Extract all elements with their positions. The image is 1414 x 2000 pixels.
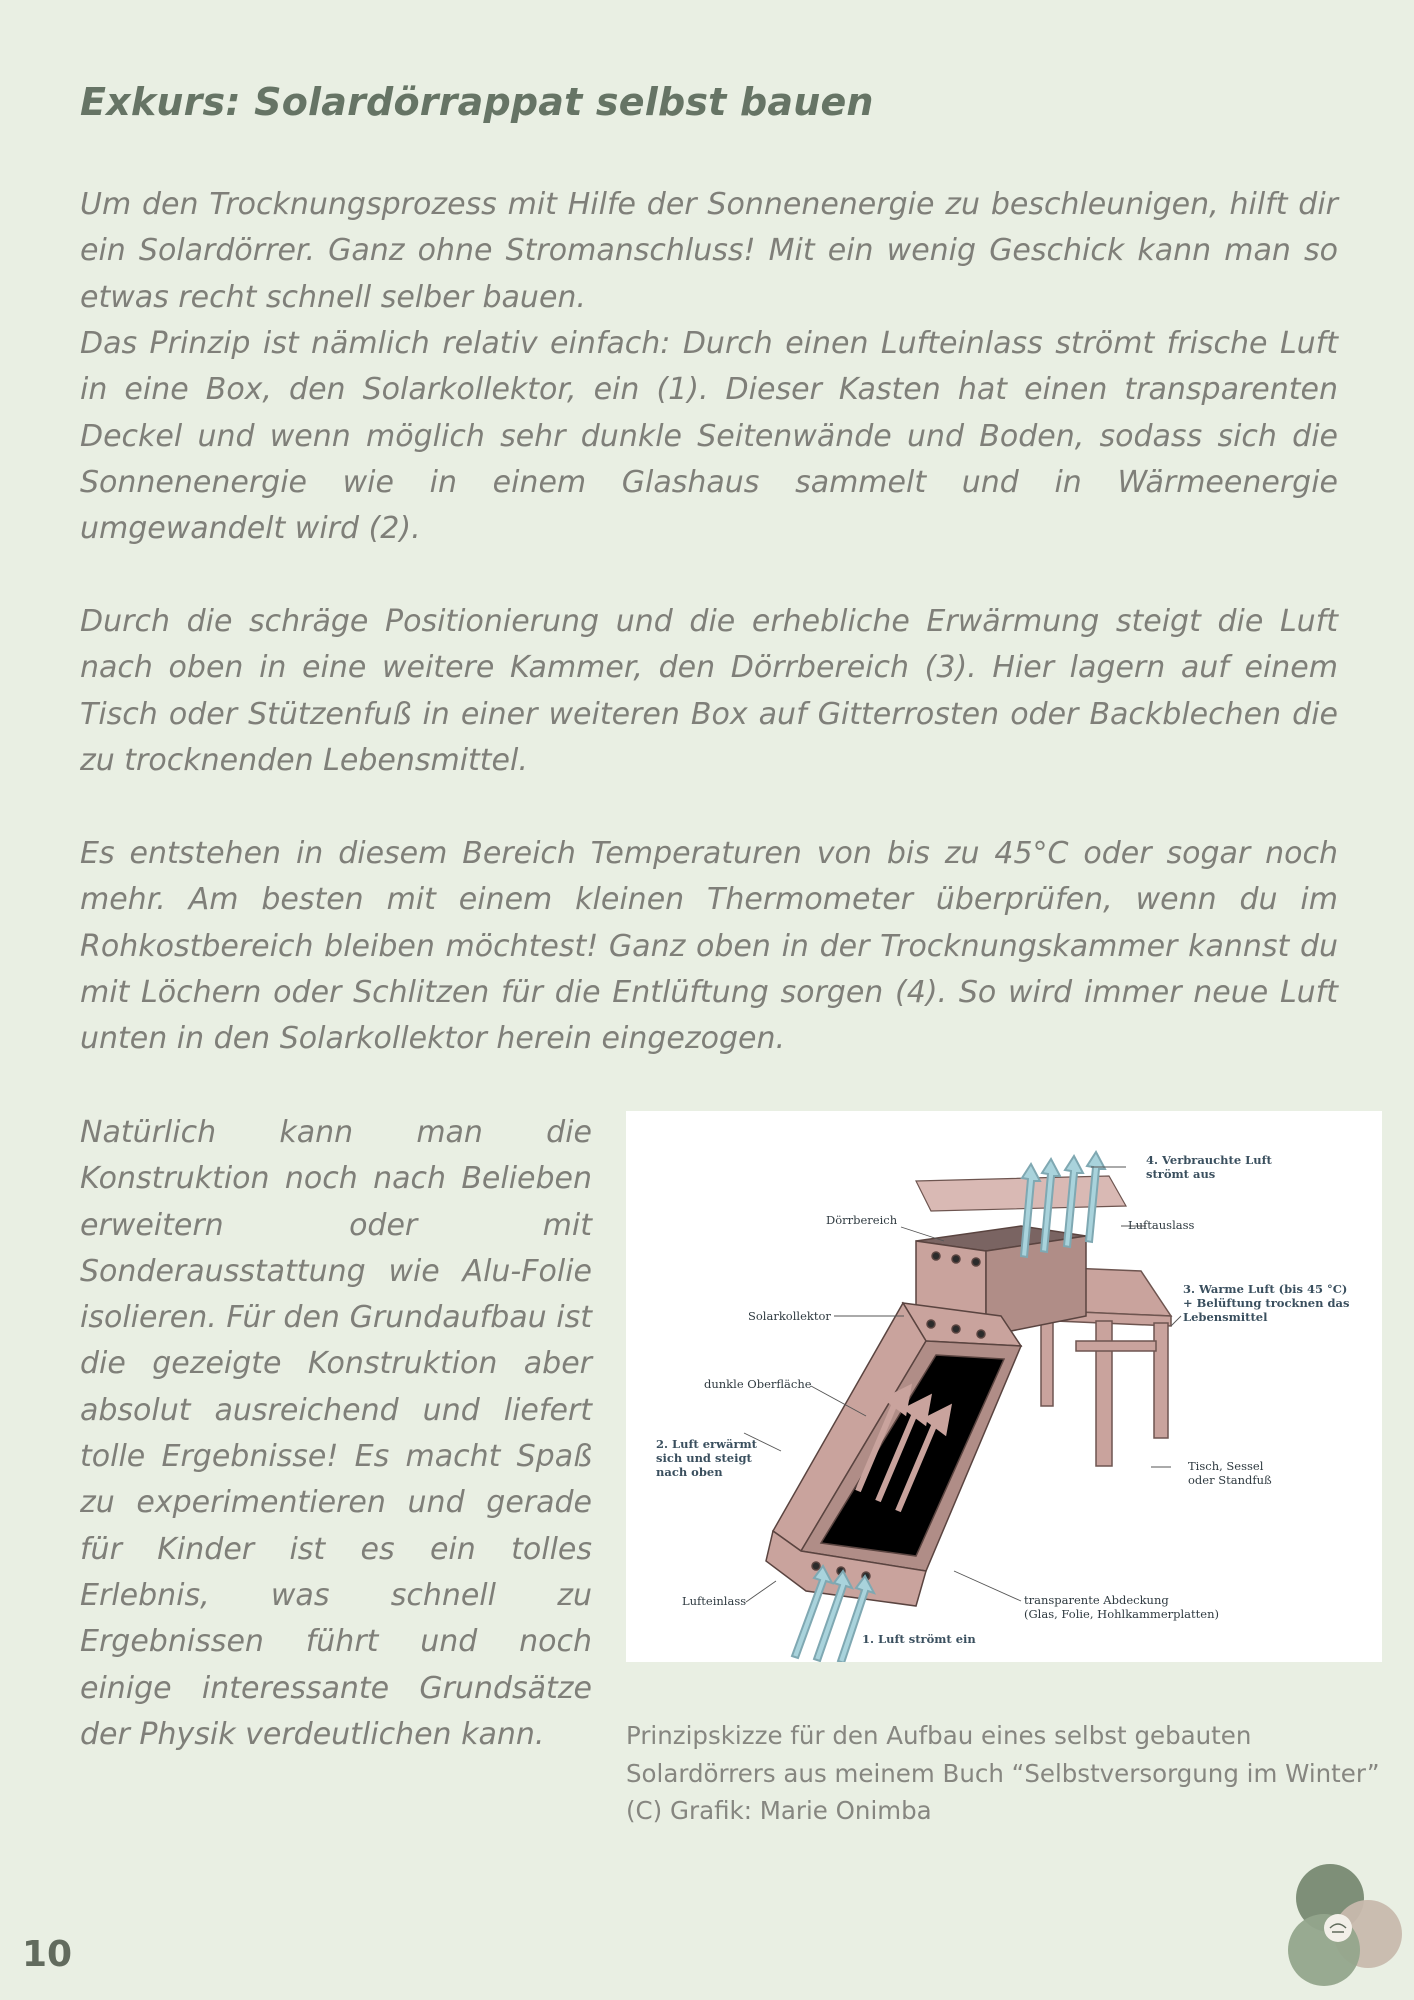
paragraph-extension: Natürlich kann man die Konstruktion noch nach Belieben erweitern oder mit Sonderausstattung wie Alu-Folie isolieren. Für den Grundaufbau ist die gezeigte Konstruktion aber absolut ausreichend und liefert tolle Ergebnisse! Es macht Spaß zu experimentieren und gerade für Kinder ist es ein tolles Erlebnis, was schnell zu Ergebnissen führt und noch einige interessante Grundsätze der Physik verdeutlichen kann. — [80, 1115, 592, 1752]
label-air-heats-2: sich und steigt — [656, 1451, 752, 1465]
solar-collector — [766, 1303, 1021, 1606]
label-exhaust-1: 4. Verbrauchte Luft — [1146, 1153, 1272, 1167]
brand-logo-icon — [1282, 1862, 1406, 1992]
label-air-heats-3: nach oben — [656, 1465, 723, 1479]
label-warm-air-1: 3. Warme Luft (bis 45 °C) — [1183, 1282, 1348, 1296]
paragraph-positioning: Durch die schräge Positionierung und die erhebliche Erwärmung steigt die Luft nach oben in eine weitere Kammer, den Dörrbereich (3). Hier lagern auf einem Tisch oder Stützenfuß in einer weiteren Box auf Gitterrosten oder Backblechen die zu trocknenden Lebensmittel. — [80, 604, 1338, 778]
caption-line: Solardörrers aus meinem Buch “Selbstversorgung im Winter” — [626, 1758, 1380, 1788]
label-drying-area: Dörrbereich — [826, 1213, 898, 1227]
label-cover-2: (Glas, Folie, Hohlkammerplatten) — [1024, 1607, 1219, 1621]
label-air-in: 1. Luft strömt ein — [862, 1632, 976, 1646]
label-warm-air-3: Lebensmittel — [1183, 1310, 1268, 1324]
paragraph-principle: Das Prinzip ist nämlich relativ einfach: Durch einen Lufteinlass strömt frische Luft in eine Box, den Solarkollektor, ein (1). Dieser Kasten hat einen transparenten Deckel und wenn möglich sehr dunkle Seitenwände und Boden, sodass sich die Sonnenenergie wie in einem Glashaus sammelt und in Wärmeenergie umgewandelt wird (2). — [80, 326, 1338, 547]
label-warm-air-2: + Belüftung trocknen das — [1183, 1296, 1350, 1310]
page-number: 10 — [22, 1934, 73, 1975]
caption-line: Prinzipskizze für den Aufbau eines selbst gebauten — [626, 1721, 1252, 1750]
label-stand-1: Tisch, Sessel — [1188, 1459, 1264, 1473]
paragraph-temperature: Es entstehen in diesem Bereich Temperaturen von bis zu 45°C oder sogar noch mehr. Am besten mit einem kleinen Thermometer überprüfen, wenn du im Rohkostbereich bleiben möchtest! Ganz oben in der Trocknungskammer kannst du mit Löchern oder Schlitzen für die Entlüftung sorgen (4). So wird immer neue Luft unten in den Solarkollektor herein eingezogen. — [80, 836, 1338, 1057]
label-inlet: Lufteinlass — [682, 1594, 747, 1608]
label-cover-1: transparente Abdeckung — [1024, 1593, 1169, 1607]
page-title: Exkurs: Solardörrappat selbst bauen — [80, 80, 874, 124]
paragraph-intro: Um den Trocknungsprozess mit Hilfe der Sonnenenergie zu beschleunigen, hilft dir ein Solardörrer. Ganz ohne Stromanschluss! Mit ein wenig Geschick kann man so etwas recht schnell selber bauen. — [80, 187, 1338, 315]
caption-line: (C) Grafik: Marie Onimba — [626, 1796, 932, 1825]
label-collector: Solarkollektor — [748, 1309, 831, 1323]
solar-dryer-diagram — [626, 1111, 1382, 1662]
label-air-heats-1: 2. Luft erwärmt — [656, 1437, 757, 1451]
label-air-outlet: Luftauslass — [1128, 1218, 1195, 1232]
label-stand-2: oder Standfuß — [1188, 1473, 1272, 1487]
figure-caption — [626, 1717, 1386, 1830]
label-dark-surface: dunkle Oberfläche — [704, 1377, 812, 1391]
label-exhaust-2: strömt aus — [1146, 1167, 1216, 1181]
